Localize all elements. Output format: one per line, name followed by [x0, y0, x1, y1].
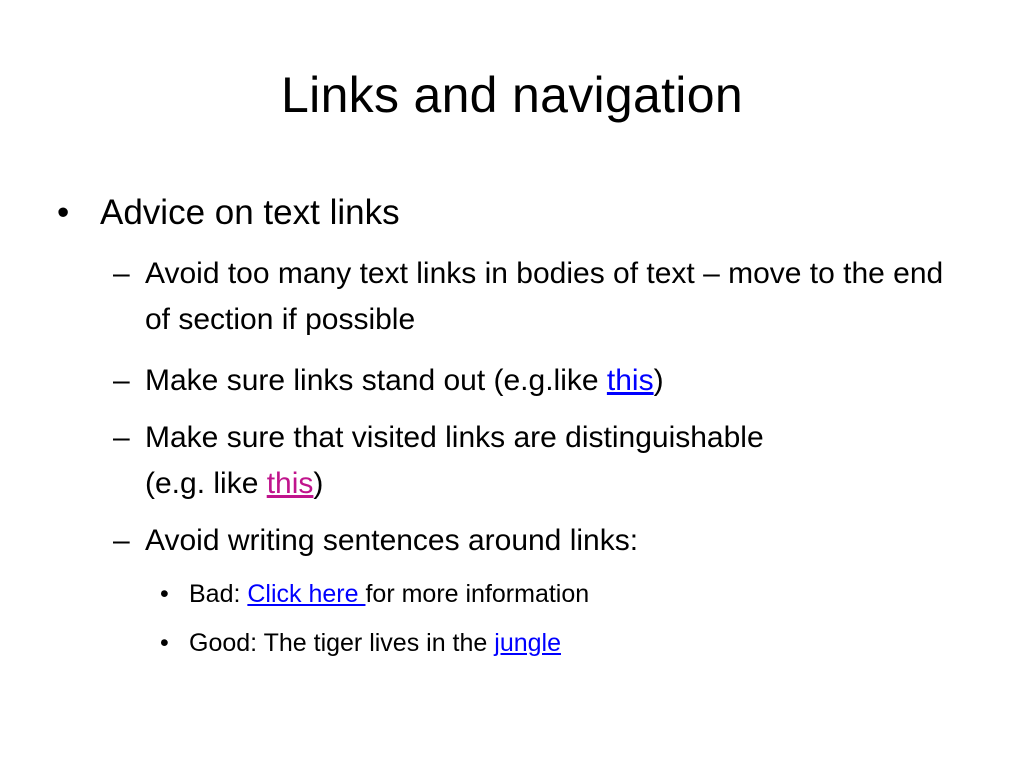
- bullet-text: Advice on text links: [100, 193, 400, 232]
- slide-title: Links and navigation: [281, 67, 743, 123]
- sub-item-text: [145, 415, 975, 507]
- sub-item-text-before: (e.g. like: [145, 467, 267, 500]
- example-label-bad: Bad:: [189, 580, 248, 608]
- sub-item-text-after: ): [313, 467, 324, 500]
- example-link[interactable]: this: [606, 364, 654, 397]
- click-here-link[interactable]: Click here: [247, 580, 366, 608]
- example-label-good: Good: The tiger lives in the: [189, 629, 495, 657]
- sub-item-text: Avoid too many text links in bodies of text – move to the end of section if possible: [145, 257, 944, 336]
- dash-icon: –: [113, 364, 130, 397]
- example-text-after: for more information: [365, 580, 590, 608]
- bullet-icon: •: [160, 580, 169, 608]
- example-text: [189, 577, 589, 611]
- sub-item-text-line1: Make sure that visited links are distinguishable: [145, 421, 764, 454]
- visited-example-link[interactable]: this: [266, 467, 314, 500]
- jungle-link[interactable]: jungle: [494, 629, 561, 657]
- sub-item-text-after: ): [653, 364, 664, 397]
- sub-item-text: [145, 358, 975, 404]
- dash-icon: –: [113, 421, 130, 454]
- sub-item-text-before: Make sure links stand out (e.g.like: [145, 364, 607, 397]
- dash-icon: –: [113, 524, 130, 557]
- bullet-icon: •: [57, 193, 70, 232]
- sub-item-text: Avoid writing sentences around links:: [145, 524, 639, 557]
- bullet-icon: •: [160, 629, 169, 657]
- dash-icon: –: [113, 257, 130, 290]
- example-text: [189, 626, 561, 660]
